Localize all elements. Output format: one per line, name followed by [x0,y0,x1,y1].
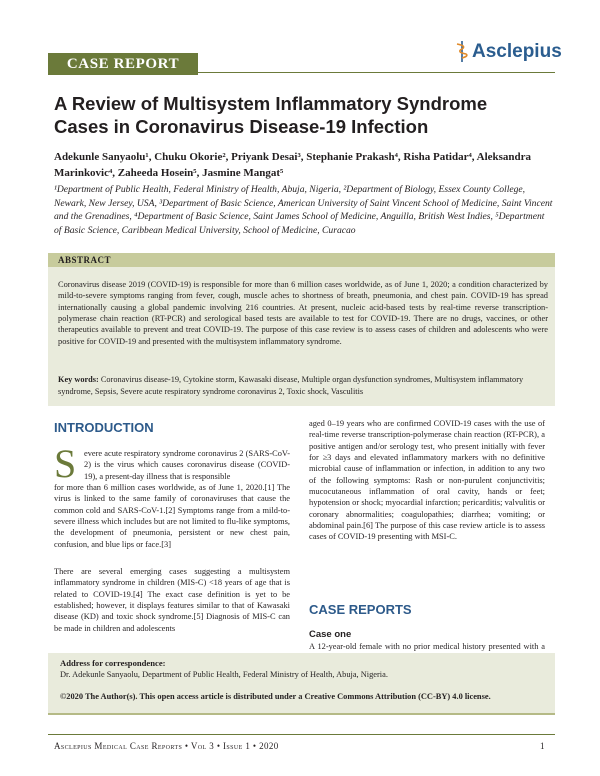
keywords [58,374,548,397]
keywords-text: Coronavirus disease-19, Cytokine storm, Kawasaki disease, Multiple organ dysfunction syndromes, Multisystem inflammatory syndrome, Sepsis, Severe acute respiratory syndrome coronavirus 2, Toxic shock, Vasculitis [58,375,524,396]
abstract-header [48,253,555,267]
publisher-logo [450,37,560,67]
case-reports-heading: CASE REPORTS [309,602,412,617]
case-one-subheading: Case one [309,629,352,640]
author-list: Adekunle Sanyaolu¹, Chuku Okorie², Priyank Desai³, Stephanie Prakash⁴, Risha Patidar⁴, Aleksandra Marinkovic⁴, Zaheeda Hosein⁵, Jasmine Mangat⁵ [54,151,532,179]
drop-cap: S [54,441,77,486]
intro-paragraph-3: aged 0–19 years who are confirmed COVID-19 cases with the use of real-time reverse transcription-polymerase chain reaction (RT-PCR), a positive antigen and/or serology test, who present initially with fever for ≥3 days and elevated inflammatory markers with no definitive microbial cause of inflammation or infection, in addition to any two of the following symptoms: Rash or non-purulent conjunctivitis; mucocutaneous inflammation of oral cavity, hands or feet; hypotension or shock; myocardial infarction; pericarditis; valvulitis or coronary abnormalities; coagulopathies; diarrhea; vomiting; or abdominal pain.[6] The purpose of this case review article is to assess cases of COVID-19 presenting with MSI-C. [309,419,545,542]
copyright-notice: ©2020 The Author(s). This open access article is distributed under a Creative Commons Attribution (CC-BY) 4.0 license. [60,692,491,701]
keywords-label: Key words: [58,375,99,384]
article-title: A Review of Multisystem Inflammatory Syndrome Cases in Coronavirus Disease-19 Infection [54,93,488,137]
header-rule [198,72,555,73]
rod-of-asclepius-icon [453,39,471,63]
logo-wordmark: Asclepius [472,41,562,62]
introduction-heading: INTRODUCTION [54,420,154,435]
correspondence-title: Address for correspondence: [60,658,166,668]
intro-paragraph-2: There are several emerging cases suggesting a multisystem inflammatory syndrome in children (MIS-C) <18 years of age that is related to COVID-19.[4] The exact case definition is yet to be established; however, it displays features similar to that of Kawasaki disease (KD) and toxic shock syndrome.[5] Diagnosis of MIS-C can be made in children and adolescents [54,567,290,633]
journal-footer: Asclepius Medical Case Reports • Vol 3 • Issue 1 • 2020 [54,741,279,751]
case-one-text: A 12-year-old female with no prior medical history presented with a [309,642,545,651]
intro-paragraph-1b: for more than 6 million cases worldwide, as of June 1, 2020.[1] The virus is linked to the same family of coronaviruses that cause the common cold and SARS-CoV-1.[2] Symptoms range from a mild-to-severe illness which includes but are not limited to flu-like symptoms, the development of pneumonia, persistent or new chest pain, confusion, and blue lips or face.[3] [54,483,290,549]
correspondence-rule [48,713,555,715]
footer-rule [48,734,555,735]
abstract-heading: ABSTRACT [58,255,112,265]
abstract-text: Coronavirus disease 2019 (COVID-19) is responsible for more than 6 million cases worldwide, as of June 1, 2020; a condition characterized by mild-to-severe symptoms ranging from fever, cough, muscle aches to shortness of breath, pneumonia, and chest pain. COVID-19 has spread internationally causing a global pandemic involving 216 countries. At present, nucleic acid-based tests by real-time reverse transcription-polymerase chain reaction (RT-PCR) and serological based tests are available to test for COVID-19. There are no drugs, vaccines, or other therapeutics available to prevent and treat COVID-19. The purpose of this case review is to assess cases of children and adolescents who were positive for COVID-19 and presented with the multisystem inflammatory syndrome. [58,280,548,346]
case-report-badge: CASE REPORT [48,53,198,75]
intro-paragraph-1a: evere acute respiratory syndrome coronavirus 2 (SARS-CoV-2) is the virus which causes coronavirus disease (COVID-19), a present-day illness that is responsible [84,449,290,481]
affiliations: ¹Department of Public Health, Federal Ministry of Health, Abuja, Nigeria, ²Department of Biology, Essex County College, Newark, New Jersey, USA, ³Department of Basic Science, American University of Saint Vincent School of Medicine, Saint Vincent and the Grenadines, ⁴Department of Basic Science, Saint James School of Medicine, Anguilla, British West Indies, ⁵Department of Basic Science, Caribbean Medical University, School of Medicine, Curacao [54,184,553,236]
correspondence-address: Dr. Adekunle Sanyaolu, Department of Public Health, Federal Ministry of Health, Abuja, Nigeria. [60,670,388,679]
page-number: 1 [540,741,545,751]
